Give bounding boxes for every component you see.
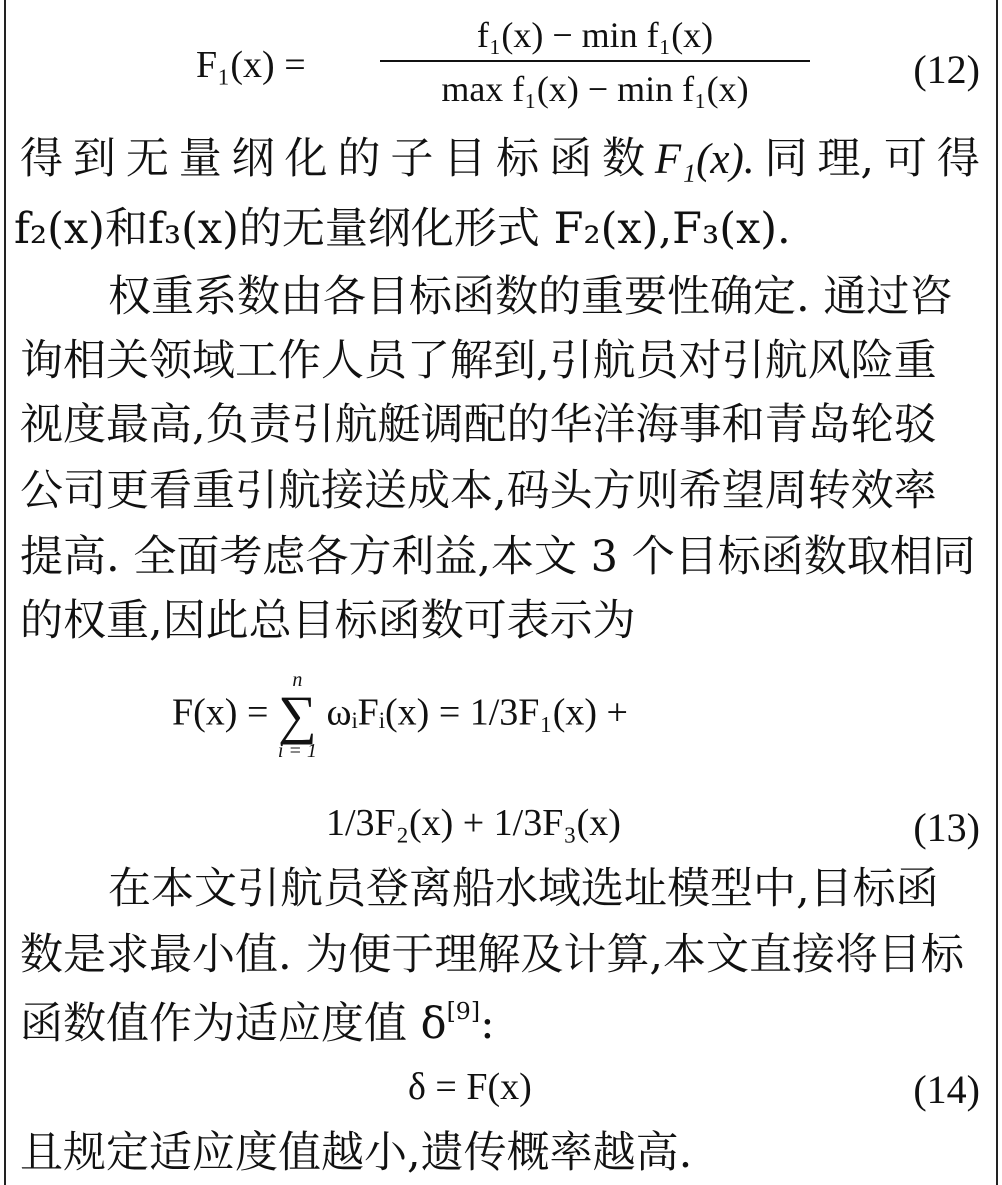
para2-line3: 视度最高,负责引航艇调配的华洋海事和青岛轮驳 [20,400,937,450]
para3-line2: 数是求最小值. 为便于理解及计算,本文直接将目标 [20,930,965,980]
para1-char: 化 [284,134,328,184]
eq13-line2: 1/3F₂(x) + 1/3F₃(x) [326,802,621,844]
para1-char: 到 [72,134,116,184]
para2-line2: 询相关领域工作人员了解到,引航员对引航风险重 [20,336,937,386]
eq13-summation [278,670,317,761]
para1-char: 理, [817,134,875,184]
eq13-number: (13) [913,805,980,850]
para3-line3-colon: : [480,998,495,1049]
para1-char: 函 [549,134,593,184]
para2-line4: 公司更看重引航接送成本,码头方则希望周转效率 [20,466,937,516]
eq14-number: (14) [913,1067,980,1112]
para2-line6: 的权重,因此总目标函数可表示为 [20,596,636,646]
para4-line1: 且规定适应度值越小,遗传概率越高. [20,1128,693,1178]
para1-line1 [20,134,980,184]
eq13-line1 [172,670,628,761]
eq14-expr: δ = F(x) [408,1066,532,1108]
para3-line3-text: 函数值作为适应度值 δ [20,998,447,1049]
sigma-symbol: ∑ [278,685,317,745]
para2-line5: 提高. 全面考虑各方利益,本文 3 个目标函数取相同 [20,532,976,582]
eq12-number: (12) [913,47,980,92]
eq12-numerator: f₁(x) − min f₁(x) [380,14,810,62]
para1-math-F1: F₁(x). [654,136,755,183]
eq12-denominator: max f₁(x) − min f₁(x) [441,69,749,109]
para1-char: 得 [936,134,980,184]
para1-char: 无 [125,134,169,184]
para1-char: 子 [390,134,434,184]
eq13-term: ωᵢFᵢ(x) = 1/3F₁(x) + [326,691,628,734]
citation: [9] [446,997,481,1025]
eq12-lhs: F₁(x) = [196,44,306,86]
para1-char: 标 [496,134,540,184]
para1-char: 得 [20,134,63,184]
para3-line3 [20,997,495,1049]
para3-line1: 在本文引航员登离船水域选址模型中,目标函 [108,864,939,914]
eq13-lhs: F(x) = [172,691,269,734]
para1-char: 同 [764,134,808,184]
eq13-sum-upper: n [292,669,303,691]
para1-line2: f₂(x)和f₃(x)的无量纲化形式 F₂(x),F₃(x). [14,204,791,254]
eq13-sum-lower: i = 1 [277,740,317,763]
para1-char: 的 [337,134,381,184]
para1-char: 数 [601,134,645,184]
para1-char: 量 [178,134,222,184]
para2-line1: 权重系数由各目标函数的重要性确定. 通过咨 [108,272,953,322]
para1-char: 可 [883,134,927,184]
para1-char: 纲 [231,134,275,184]
eq12-fraction [380,14,810,110]
para1-char: 目 [443,134,487,184]
